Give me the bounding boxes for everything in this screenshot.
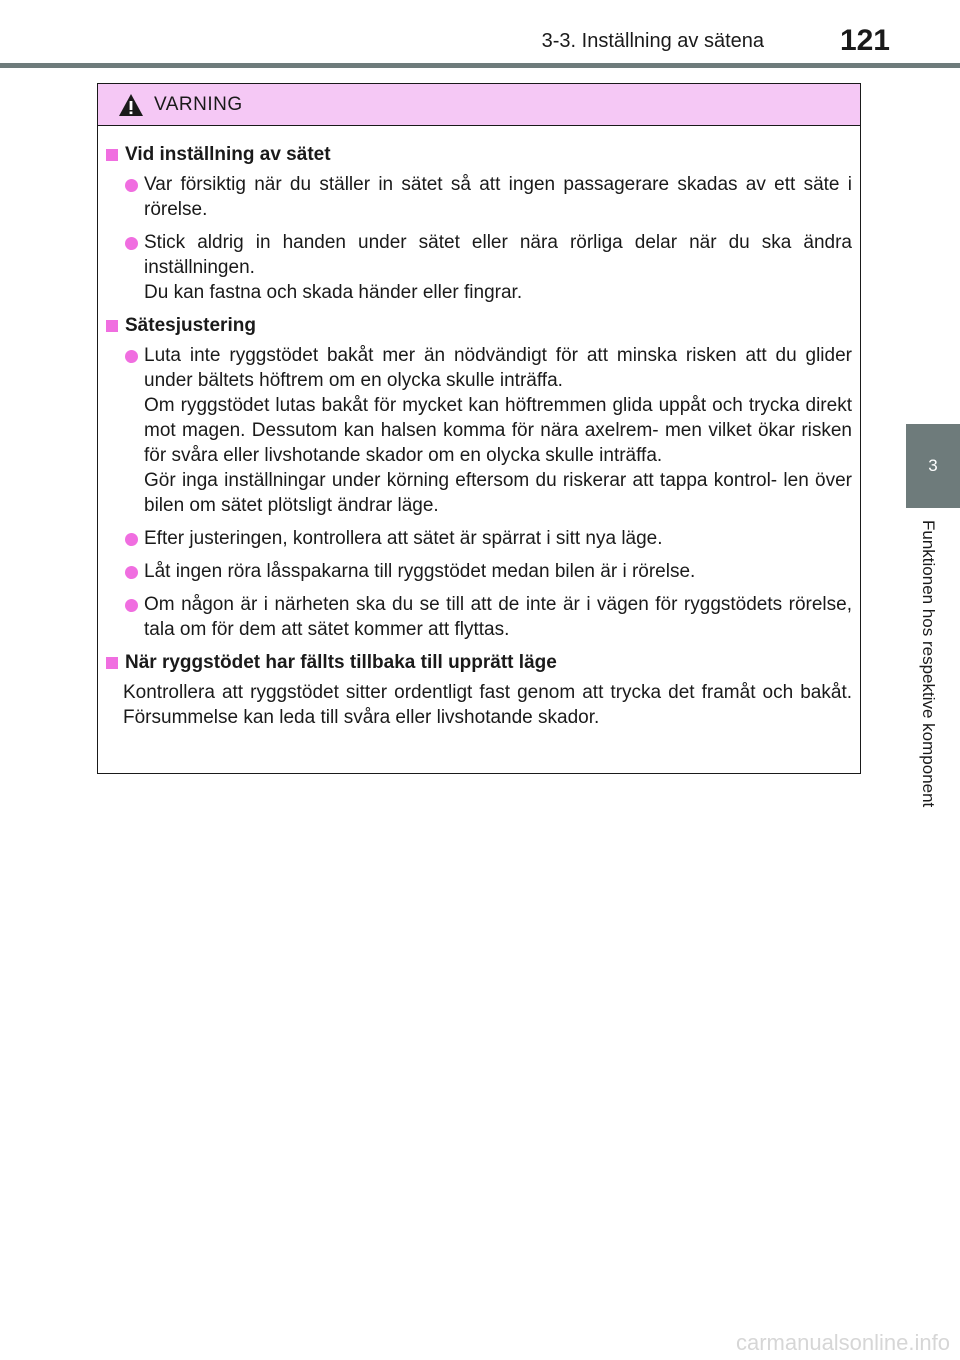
warning-label: VARNING	[154, 93, 243, 115]
paragraph-text: Kontrollera att ryggstödet sitter ordentligt fast genom att trycka det framåt och bakåt. Försummelse kan leda till svåra eller livshotande skador.	[123, 682, 852, 728]
section-title: När ryggstödet har fällts tillbaka till upprätt läge	[125, 652, 557, 673]
warning-box	[97, 83, 861, 774]
list-item-text: Om ryggstödet lutas bakåt för mycket kan höftremmen glida uppåt och trycka direkt mot magen. Dessutom kan halsen komma för nära axelrem- men vilket ökar risken för svåra eller livshotande skador om en olycka skulle inträffa.	[144, 395, 852, 466]
round-bullet-icon	[125, 533, 138, 546]
square-bullet-icon	[106, 657, 118, 669]
list-item-text: Låt ingen röra låsspakarna till ryggstödet medan bilen är i rörelse.	[144, 561, 696, 582]
round-bullet-icon	[125, 566, 138, 579]
list-item-text: Efter justeringen, kontrollera att sätet är spärrat i sitt nya läge.	[144, 528, 663, 549]
header-rule	[0, 63, 960, 68]
section-header-title: 3-3. Inställning av sätena	[541, 30, 764, 52]
page-number: 121	[839, 24, 890, 57]
round-bullet-icon	[125, 237, 138, 250]
section-heading	[106, 313, 852, 338]
footer-watermark: carmanualsonline.info	[735, 1330, 950, 1355]
section-title: Vid inställning av sätet	[125, 144, 331, 165]
square-bullet-icon	[106, 149, 118, 161]
list-item	[106, 230, 852, 305]
list-item	[106, 343, 852, 518]
list-item-text: Du kan fastna och skada händer eller fingrar.	[144, 282, 523, 303]
section-heading	[106, 142, 852, 167]
warning-triangle-icon	[118, 93, 144, 117]
list-item-text: Om någon är i närheten ska du se till att de inte är i vägen för ryggstödets rörelse, tala om för dem att sätet kommer att flyttas.	[144, 594, 852, 640]
list-item-text: Var försiktig när du ställer in sätet så att ingen passagerare skadas av ett säte i rörelse.	[144, 174, 852, 220]
list-item	[106, 172, 852, 222]
list-item-text: Luta inte ryggstödet bakåt mer än nödvändigt för att minska risken att du glider under bältets höftrem om en olycka skulle inträffa.	[144, 345, 852, 391]
round-bullet-icon	[125, 599, 138, 612]
list-item-text: Stick aldrig in handen under sätet eller nära rörliga delar när du ska ändra inställningen.	[144, 232, 852, 278]
section-title: Sätesjustering	[125, 315, 256, 336]
warning-header	[98, 84, 860, 126]
warning-body	[98, 126, 860, 730]
chapter-label: Funktionen hos respektive komponent	[919, 520, 938, 808]
round-bullet-icon	[125, 179, 138, 192]
list-item	[106, 526, 852, 551]
section-paragraph	[106, 680, 852, 730]
round-bullet-icon	[125, 350, 138, 363]
chapter-number: 3	[928, 456, 938, 475]
list-item	[106, 559, 852, 584]
square-bullet-icon	[106, 320, 118, 332]
list-item	[106, 592, 852, 642]
section-heading	[106, 650, 852, 675]
chapter-tab[interactable]	[906, 424, 960, 508]
list-item-text: Gör inga inställningar under körning eftersom du riskerar att tappa kontrol- len över bilen om sätet plötsligt ändrar läge.	[144, 470, 852, 516]
